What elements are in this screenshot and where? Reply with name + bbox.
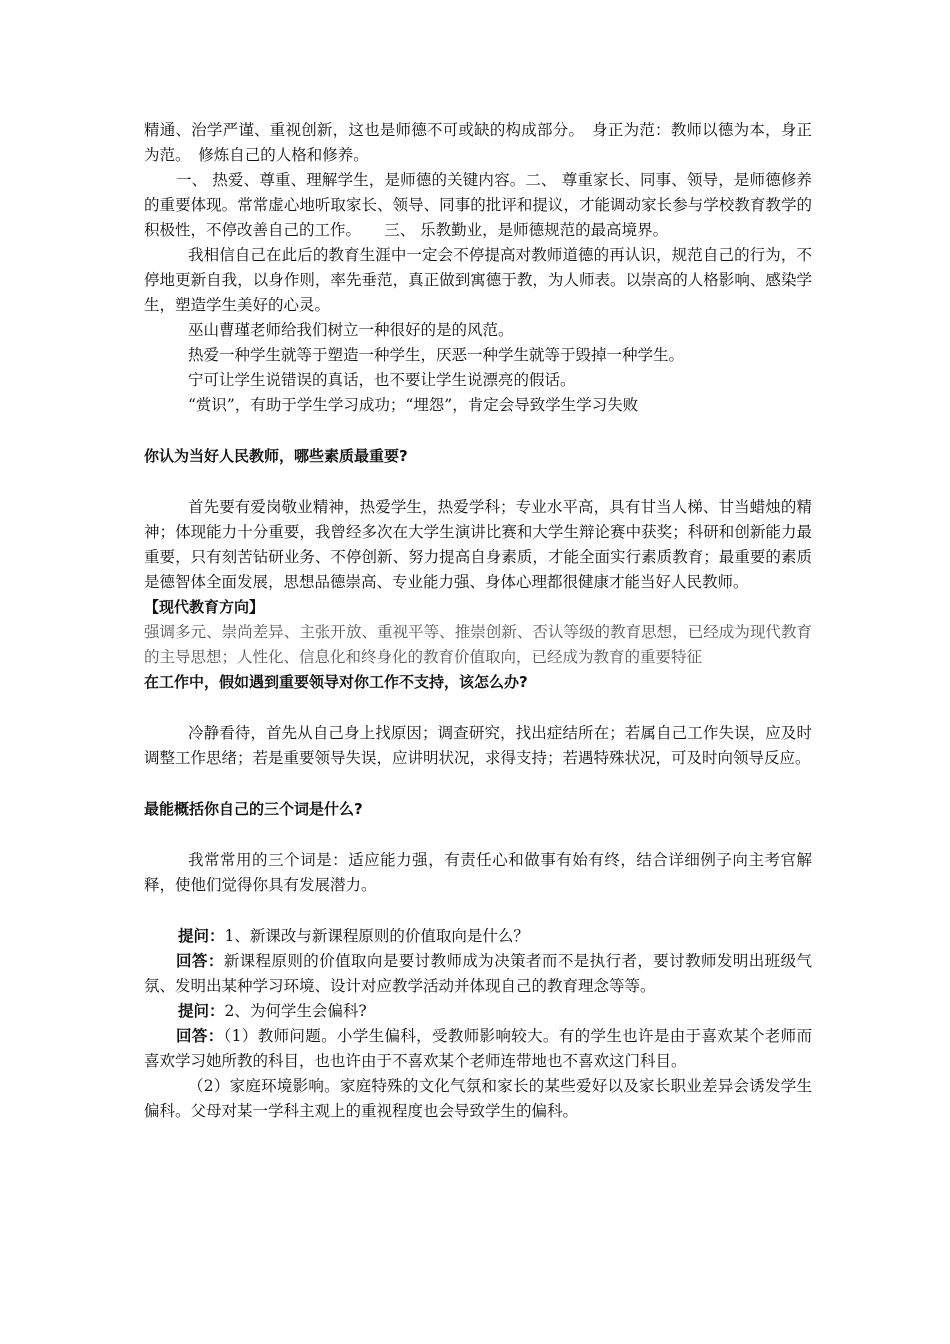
question-line	[144, 924, 812, 949]
answer-label: 回答：	[176, 952, 224, 970]
quote-line: “赏识”，有助于学生学习成功；“埋怨”，肯定会导致学生学习失败	[188, 396, 639, 414]
document-page	[144, 118, 812, 1124]
question-text: 2、为何学生会偏科?	[224, 1002, 367, 1020]
paragraph: 精通、治学严谨、重视创新，这也是师德不可或缺的构成部分。 身正为范：教师以德为本，身正为范。 修炼自己的人格和修养。	[144, 121, 812, 164]
section-heading: 在工作中，假如遇到重要领导对你工作不支持，该怎么办?	[144, 673, 528, 691]
answer-paragraph: （2）家庭环境影响。家庭特殊的文化气氛和家长的某些爱好以及家长职业差异会诱发学生偏科。父母对某一学科主观上的重视程度也会导致学生的偏科。	[144, 1077, 812, 1120]
question-line	[144, 999, 812, 1024]
paragraph: 冷静看待，首先从自己身上找原因；调查研究，找出症结所在；若属自己工作失误，应及时调整工作思绪；若是重要领导失误，应讲明状况，求得支持；若遇特殊状况，可及时向领导反应。	[144, 724, 812, 767]
answer-label: 回答：	[176, 1027, 224, 1045]
section-heading: 你认为当好人民教师，哪些素质最重要?	[144, 447, 408, 465]
paragraph: 我相信自己在此后的教育生涯中一定会不停提高对教师道德的再认识，规范自己的行为，不停地更新自我，以身作则，率先垂范，真正做到寓德于教，为人师表。以崇高的人格影响、感染学生，塑造学生美好的心灵。	[144, 246, 812, 314]
answer-paragraph	[144, 949, 812, 999]
quote-line: 宁可让学生说错误的真话，也不要让学生说漂亮的假话。	[188, 371, 576, 389]
answer-text: 新课程原则的价值取向是要讨教师成为决策者而不是执行者，要讨教师发明出班级气氛、发明出某种学习环境、设计对应教学活动并体现自己的教育理念等等。	[144, 952, 812, 995]
question-label: 提问：	[178, 1002, 225, 1020]
paragraph: 一、 热爱、尊重、理解学生，是师德的关键内容。二、 尊重家长、同事、领导，是师德修养的重要体现。常常虚心地听取家长、领导、同事的批评和提议，才能调动家长参与学校教育教学的积极性，不停改善自己的工作。 三、 乐教勤业，是师德规范的最高境界。	[144, 171, 812, 239]
answer-paragraph	[144, 1024, 812, 1074]
question-label: 提问：	[178, 927, 225, 945]
answer-text: （1）教师问题。小学生偏科，受教师影响较大。有的学生也许是由于喜欢某个老师而喜欢学习她所教的科目，也也许由于不喜欢某个老师连带地也不喜欢这门科目。	[144, 1027, 812, 1070]
paragraph: 强调多元、崇尚差异、主张开放、重视平等、推崇创新、否认等级的教育思想，已经成为现代教育的主导思想；人性化、信息化和终身化的教育价值取向，已经成为教育的重要特征	[144, 623, 812, 666]
quote-line: 热爱一种学生就等于塑造一种学生，厌恶一种学生就等于毁掉一种学生。	[188, 346, 685, 364]
question-text: 1、新课改与新课程原则的价值取向是什么？	[224, 927, 529, 945]
paragraph: 首先要有爱岗敬业精神，热爱学生，热爱学科；专业水平高，具有甘当人梯、甘当蜡烛的精神；体现能力十分重要，我曾经多次在大学生演讲比赛和大学生辩论赛中获奖；科研和创新能力最重要，只有刻苦钻研业务、不停创新、努力提高自身素质，才能全面实行素质教育；最重要的素质是德智体全面发展，思想品德崇高、专业能力强、身体心理都很健康才能当好人民教师。	[144, 498, 812, 591]
section-heading: 最能概括你自己的三个词是什么?	[144, 800, 363, 818]
quote-line: 巫山曹瑾老师给我们树立一种很好的是的风范。	[188, 321, 514, 339]
paragraph: 我常常用的三个词是：适应能力强，有责任心和做事有始有终，结合详细例子向主考官解释，使他们觉得你具有发展潜力。	[144, 851, 812, 894]
section-heading: 【现代教育方向】	[144, 598, 265, 616]
